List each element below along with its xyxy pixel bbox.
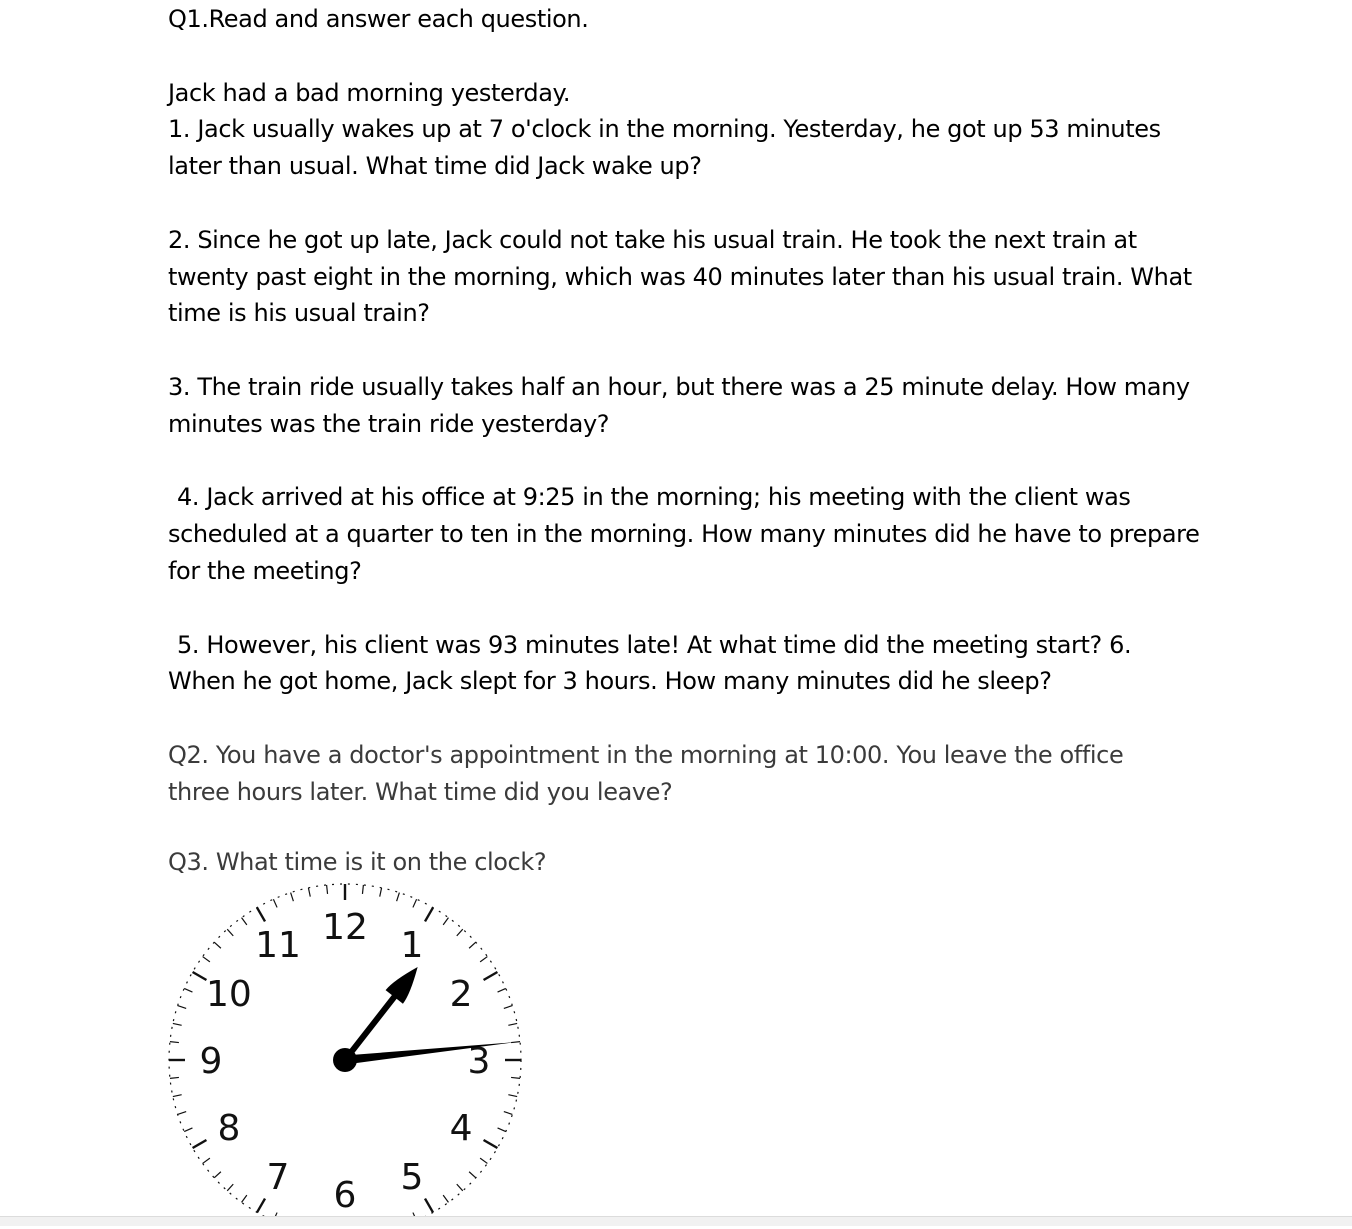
q1-item5-line1: 5. However, his client was 93 minutes late! At what time did the meeting start? 6. <box>177 630 1132 659</box>
q1-intro: Jack had a bad morning yesterday. <box>168 78 571 107</box>
q2-line1: Q2. You have a doctor's appointment in the morning at 10:00. You leave the office <box>168 740 1124 769</box>
clock-tick <box>214 1172 221 1178</box>
clock-tick <box>214 942 221 948</box>
clock-tick <box>457 929 463 936</box>
clock-tick <box>227 1184 233 1191</box>
clock-numeral: 12 <box>322 907 368 948</box>
clock-tick <box>273 899 277 907</box>
q1-item2-line3: time is his usual train? <box>168 299 430 328</box>
clock-tick <box>380 888 382 897</box>
clock-numeral: 5 <box>400 1157 424 1199</box>
clock-tick <box>443 1195 448 1202</box>
q1-item4-line1: 4. Jack arrived at his office at 9:25 in the morning; his meeting with the client was <box>177 483 1131 512</box>
q1-item3-line2: minutes was the train ride yesterday? <box>168 409 610 438</box>
clock-tick <box>193 972 207 980</box>
clock-tick <box>173 1023 182 1025</box>
clock-numeral: 7 <box>266 1157 290 1199</box>
clock-tick <box>362 885 363 894</box>
clock-tick <box>203 957 210 962</box>
hour-hand <box>345 988 402 1060</box>
clock-tick <box>498 1128 506 1132</box>
q1-item3-line1: 3. The train ride usually takes half an hour, but there was a 25 minute delay. How many <box>168 372 1190 401</box>
clock-tick <box>480 1158 487 1163</box>
clock-tick <box>291 893 294 902</box>
q1-item1-line1: 1. Jack usually wakes up at 7 o'clock in the morning. Yesterday, he got up 53 minutes <box>168 115 1161 144</box>
clock-tick <box>227 929 233 936</box>
q1-item2-line1: 2. Since he got up late, Jack could not take his usual train. He took the next train at <box>168 225 1137 254</box>
q2-line2: three hours later. What time did you leave? <box>168 777 673 806</box>
clock-tick <box>425 1199 433 1213</box>
clock-tick <box>397 893 400 902</box>
clock-tick <box>170 1077 179 1078</box>
clock-tick <box>508 1095 517 1097</box>
clock-numeral: 2 <box>449 974 473 1015</box>
q3-question: Q3. What time is it on the clock? <box>168 847 547 876</box>
clock-tick <box>257 908 265 922</box>
clock-tick <box>178 1006 187 1009</box>
clock-tick <box>203 1158 210 1163</box>
clock-numeral: 9 <box>199 1041 223 1082</box>
clock-tick <box>484 972 498 980</box>
q1-item1-line2: later than usual. What time did Jack wake up? <box>168 152 702 181</box>
clock-tick <box>184 1128 192 1132</box>
clock-tick <box>484 1140 498 1148</box>
clock-tick <box>469 942 476 948</box>
q1-item4-line2: scheduled at a quarter to ten in the morning. How many minutes did he have to prepare <box>168 520 1200 549</box>
clock-numeral: 8 <box>217 1108 241 1149</box>
clock-tick <box>170 1042 179 1043</box>
clock-tick <box>193 1140 207 1148</box>
clock-tick <box>327 885 328 894</box>
clock-tick <box>469 1172 476 1178</box>
q1-item5-line2: When he got home, Jack slept for 3 hours. How many minutes did he sleep? <box>168 667 1052 696</box>
clock-numeral: 4 <box>449 1108 473 1149</box>
clock-tick <box>508 1023 517 1025</box>
clock-tick <box>457 1184 463 1191</box>
q1-title: Q1.Read and answer each question. <box>168 5 589 33</box>
clock-tick <box>178 1112 187 1115</box>
clock-tick <box>173 1095 182 1097</box>
q1-item2-line2: twenty past eight in the morning, which was 40 minutes later than his usual train. What <box>168 262 1192 291</box>
clock-tick <box>498 988 506 992</box>
clock-face <box>160 880 540 1225</box>
clock-tick <box>511 1077 520 1078</box>
clock <box>160 880 540 1225</box>
clock-numeral: 6 <box>333 1175 357 1216</box>
clock-numeral: 10 <box>206 974 252 1015</box>
worksheet <box>168 0 1268 880</box>
clock-numeral: 3 <box>467 1041 491 1082</box>
clock-tick <box>504 1006 513 1009</box>
clock-tick <box>257 1199 265 1213</box>
q1-item4-line3: for the meeting? <box>168 556 362 585</box>
clock-tick <box>242 1195 247 1202</box>
clock-tick <box>308 888 310 897</box>
clock-center-hub <box>333 1048 357 1072</box>
clock-tick <box>184 988 192 992</box>
clock-tick <box>443 918 448 925</box>
clock-numeral: 1 <box>400 924 424 966</box>
clock-tick <box>425 908 433 922</box>
clock-tick <box>242 918 247 925</box>
clock-tick <box>413 899 417 907</box>
clock-tick <box>480 957 487 962</box>
clock-numeral: 11 <box>255 924 301 966</box>
clock-tick <box>504 1112 513 1115</box>
